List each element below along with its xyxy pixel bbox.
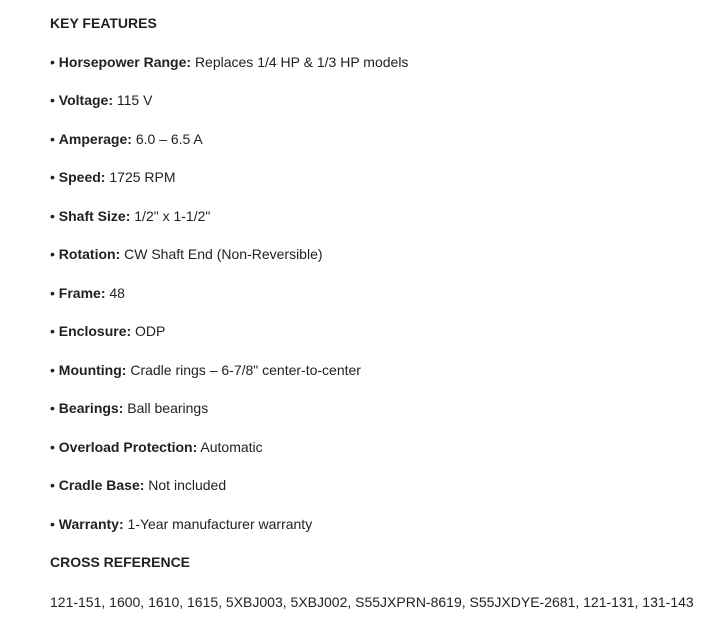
feature-value: 1/2" x 1-1/2" <box>134 208 211 224</box>
feature-value: Cradle rings – 6-7/8" center-to-center <box>130 362 361 378</box>
feature-label: Bearings: <box>58 400 124 416</box>
feature-value: 6.0 – 6.5 A <box>135 131 203 147</box>
bullet: • <box>50 439 55 455</box>
cross-reference-list: 121-151, 1600, 1610, 1615, 5XBJ003, 5XBJ002, S55JXPRN-8619, S55JXDYE-2681, 121-131, 131-143 <box>50 594 694 610</box>
bullet: • <box>50 246 55 262</box>
feature-value: Automatic <box>200 439 263 455</box>
bullet: • <box>50 362 55 378</box>
feature-item-speed <box>50 168 176 186</box>
feature-label: Enclosure: <box>58 323 132 339</box>
feature-item-rotation <box>50 245 323 263</box>
feature-value: Not included <box>148 477 227 493</box>
feature-item-voltage <box>50 91 152 109</box>
feature-value: Replaces 1/4 HP & 1/3 HP models <box>194 54 409 70</box>
feature-label: Warranty: <box>58 516 124 532</box>
feature-item-amperage <box>50 130 203 148</box>
feature-item-overload-protection <box>50 438 263 456</box>
bullet: • <box>50 131 55 147</box>
feature-value: ODP <box>135 323 166 339</box>
feature-label: Overload Protection: <box>58 439 198 455</box>
feature-item-shaft-size <box>50 207 210 225</box>
cross-reference-heading: CROSS REFERENCE <box>50 554 191 570</box>
feature-item-mounting <box>50 361 361 379</box>
feature-value: 115 V <box>116 92 153 108</box>
bullet: • <box>50 54 55 70</box>
feature-item-enclosure <box>50 322 165 340</box>
bullet: • <box>50 477 55 493</box>
bullet: • <box>50 92 55 108</box>
feature-label: Horsepower Range: <box>58 54 192 70</box>
feature-label: Mounting: <box>58 362 127 378</box>
feature-label: Frame: <box>58 285 106 301</box>
bullet: • <box>50 323 55 339</box>
bullet: • <box>50 516 55 532</box>
feature-item-warranty <box>50 515 312 533</box>
feature-item-frame <box>50 284 125 302</box>
bullet: • <box>50 285 55 301</box>
feature-value: 1-Year manufacturer warranty <box>127 516 313 532</box>
feature-item-horsepower-range <box>50 53 408 71</box>
feature-label: Speed: <box>58 169 106 185</box>
bullet: • <box>50 208 55 224</box>
feature-label: Shaft Size: <box>58 208 131 224</box>
feature-item-bearings <box>50 399 208 417</box>
feature-label: Voltage: <box>58 92 113 108</box>
feature-value: 48 <box>109 285 125 301</box>
feature-label: Rotation: <box>58 246 121 262</box>
feature-value: 1725 RPM <box>109 169 176 185</box>
feature-item-cradle-base <box>50 476 226 494</box>
key-features-heading: KEY FEATURES <box>50 15 157 31</box>
feature-label: Amperage: <box>58 131 132 147</box>
feature-value: Ball bearings <box>127 400 209 416</box>
feature-value: CW Shaft End (Non-Reversible) <box>124 246 323 262</box>
bullet: • <box>50 169 55 185</box>
feature-label: Cradle Base: <box>58 477 145 493</box>
bullet: • <box>50 400 55 416</box>
